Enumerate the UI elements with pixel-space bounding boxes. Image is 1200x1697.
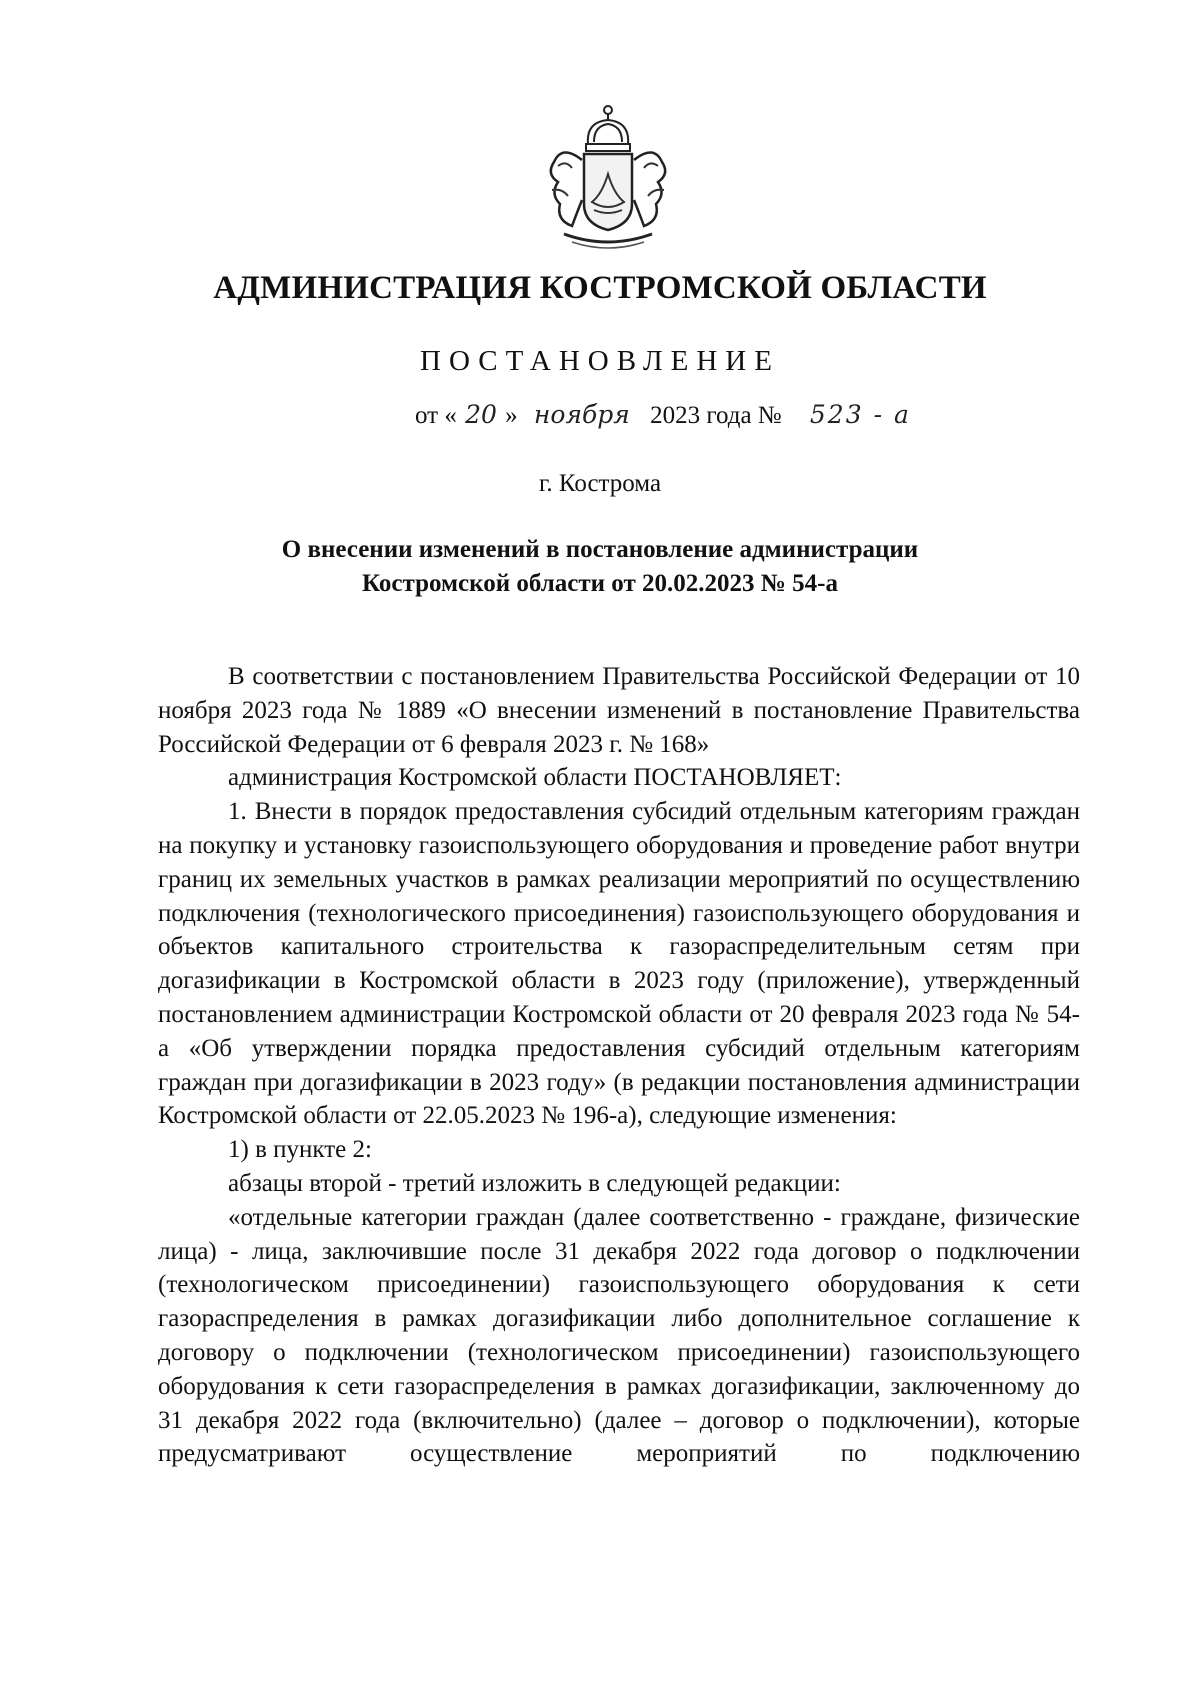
body-paragraph: 1. Внести в порядок предоставления субсидий отдельным категориям граждан на покупку и установку газоиспользующего оборудования и проведение работ внутри границ их земельных участков в рамках реализации мероприятий по осуществлению подключения (технологического присоединения) газоиспользующего оборудования и объектов капитального строительства к газораспределительным сетям при догазификации в Костромской области в 2023 году (приложение), утвержденный постановлением администрации Костромской области от 20 февраля 2023 года № 54-а «Об утверждении порядка предоставления субсидий отдельным категориям граждан при догазификации в 2023 году» (в редакции постановления администрации Костромской области от 22.05.2023 № 196-а), следующие изменения: — [158, 798, 1080, 1130]
body-paragraph: администрация Костромской области ПОСТАНОВЛЯЕТ: — [228, 764, 842, 792]
date-day-handwritten: 20 — [465, 400, 497, 429]
body-paragraph: 1) в пункте 2: — [228, 1136, 372, 1164]
coat-of-arms-emblem — [532, 104, 684, 254]
date-prefix: от « — [415, 402, 457, 429]
agency-name: АДМИНИСТРАЦИЯ КОСТРОМСКОЙ ОБЛАСТИ — [213, 270, 987, 306]
date-quote-close: » — [505, 402, 518, 429]
title-line-1: О внесении изменений в постановление администрации — [281, 536, 919, 563]
city-name: г. Кострома — [538, 470, 662, 497]
body-paragraph: В соответствии с постановлением Правительства Российской Федерации от 10 ноября 2023 года № 1889 «О внесении изменений в постановление Правительства Российской Федерации от 6 февраля 2023 г. № 168» — [158, 663, 1080, 758]
document-title — [0, 533, 1200, 601]
document-body — [158, 660, 1080, 1471]
body-paragraph: абзацы второй - третий изложить в следующей редакции: — [228, 1169, 841, 1197]
title-line-2: Костромской области от 20.02.2023 № 54-а — [362, 570, 838, 597]
document-type: ПОСТАНОВЛЕНИЕ — [420, 345, 780, 377]
date-line — [415, 400, 911, 440]
date-year-number-label: 2023 года № — [650, 402, 782, 429]
date-month-handwritten: ноября — [533, 400, 630, 429]
body-paragraph: «отдельные категории граждан (далее соответственно - граждане, физические лица) - лица, заключившие после 31 декабря 2022 года договор о подключении (технологическом присоединении) газоиспользующего оборудования к сети газораспределения в рамках догазификации либо дополнительное соглашение к договору о подключении (технологическом присоединении) газоиспользующего оборудования к сети газораспределения в рамках догазификации, заключенному до 31 декабря 2022 года (включительно) (далее – договор о подключении), которые предусматривают осуществление мероприятий по подключению — [158, 1203, 1080, 1468]
document-number-handwritten: 523 - а — [809, 400, 911, 429]
